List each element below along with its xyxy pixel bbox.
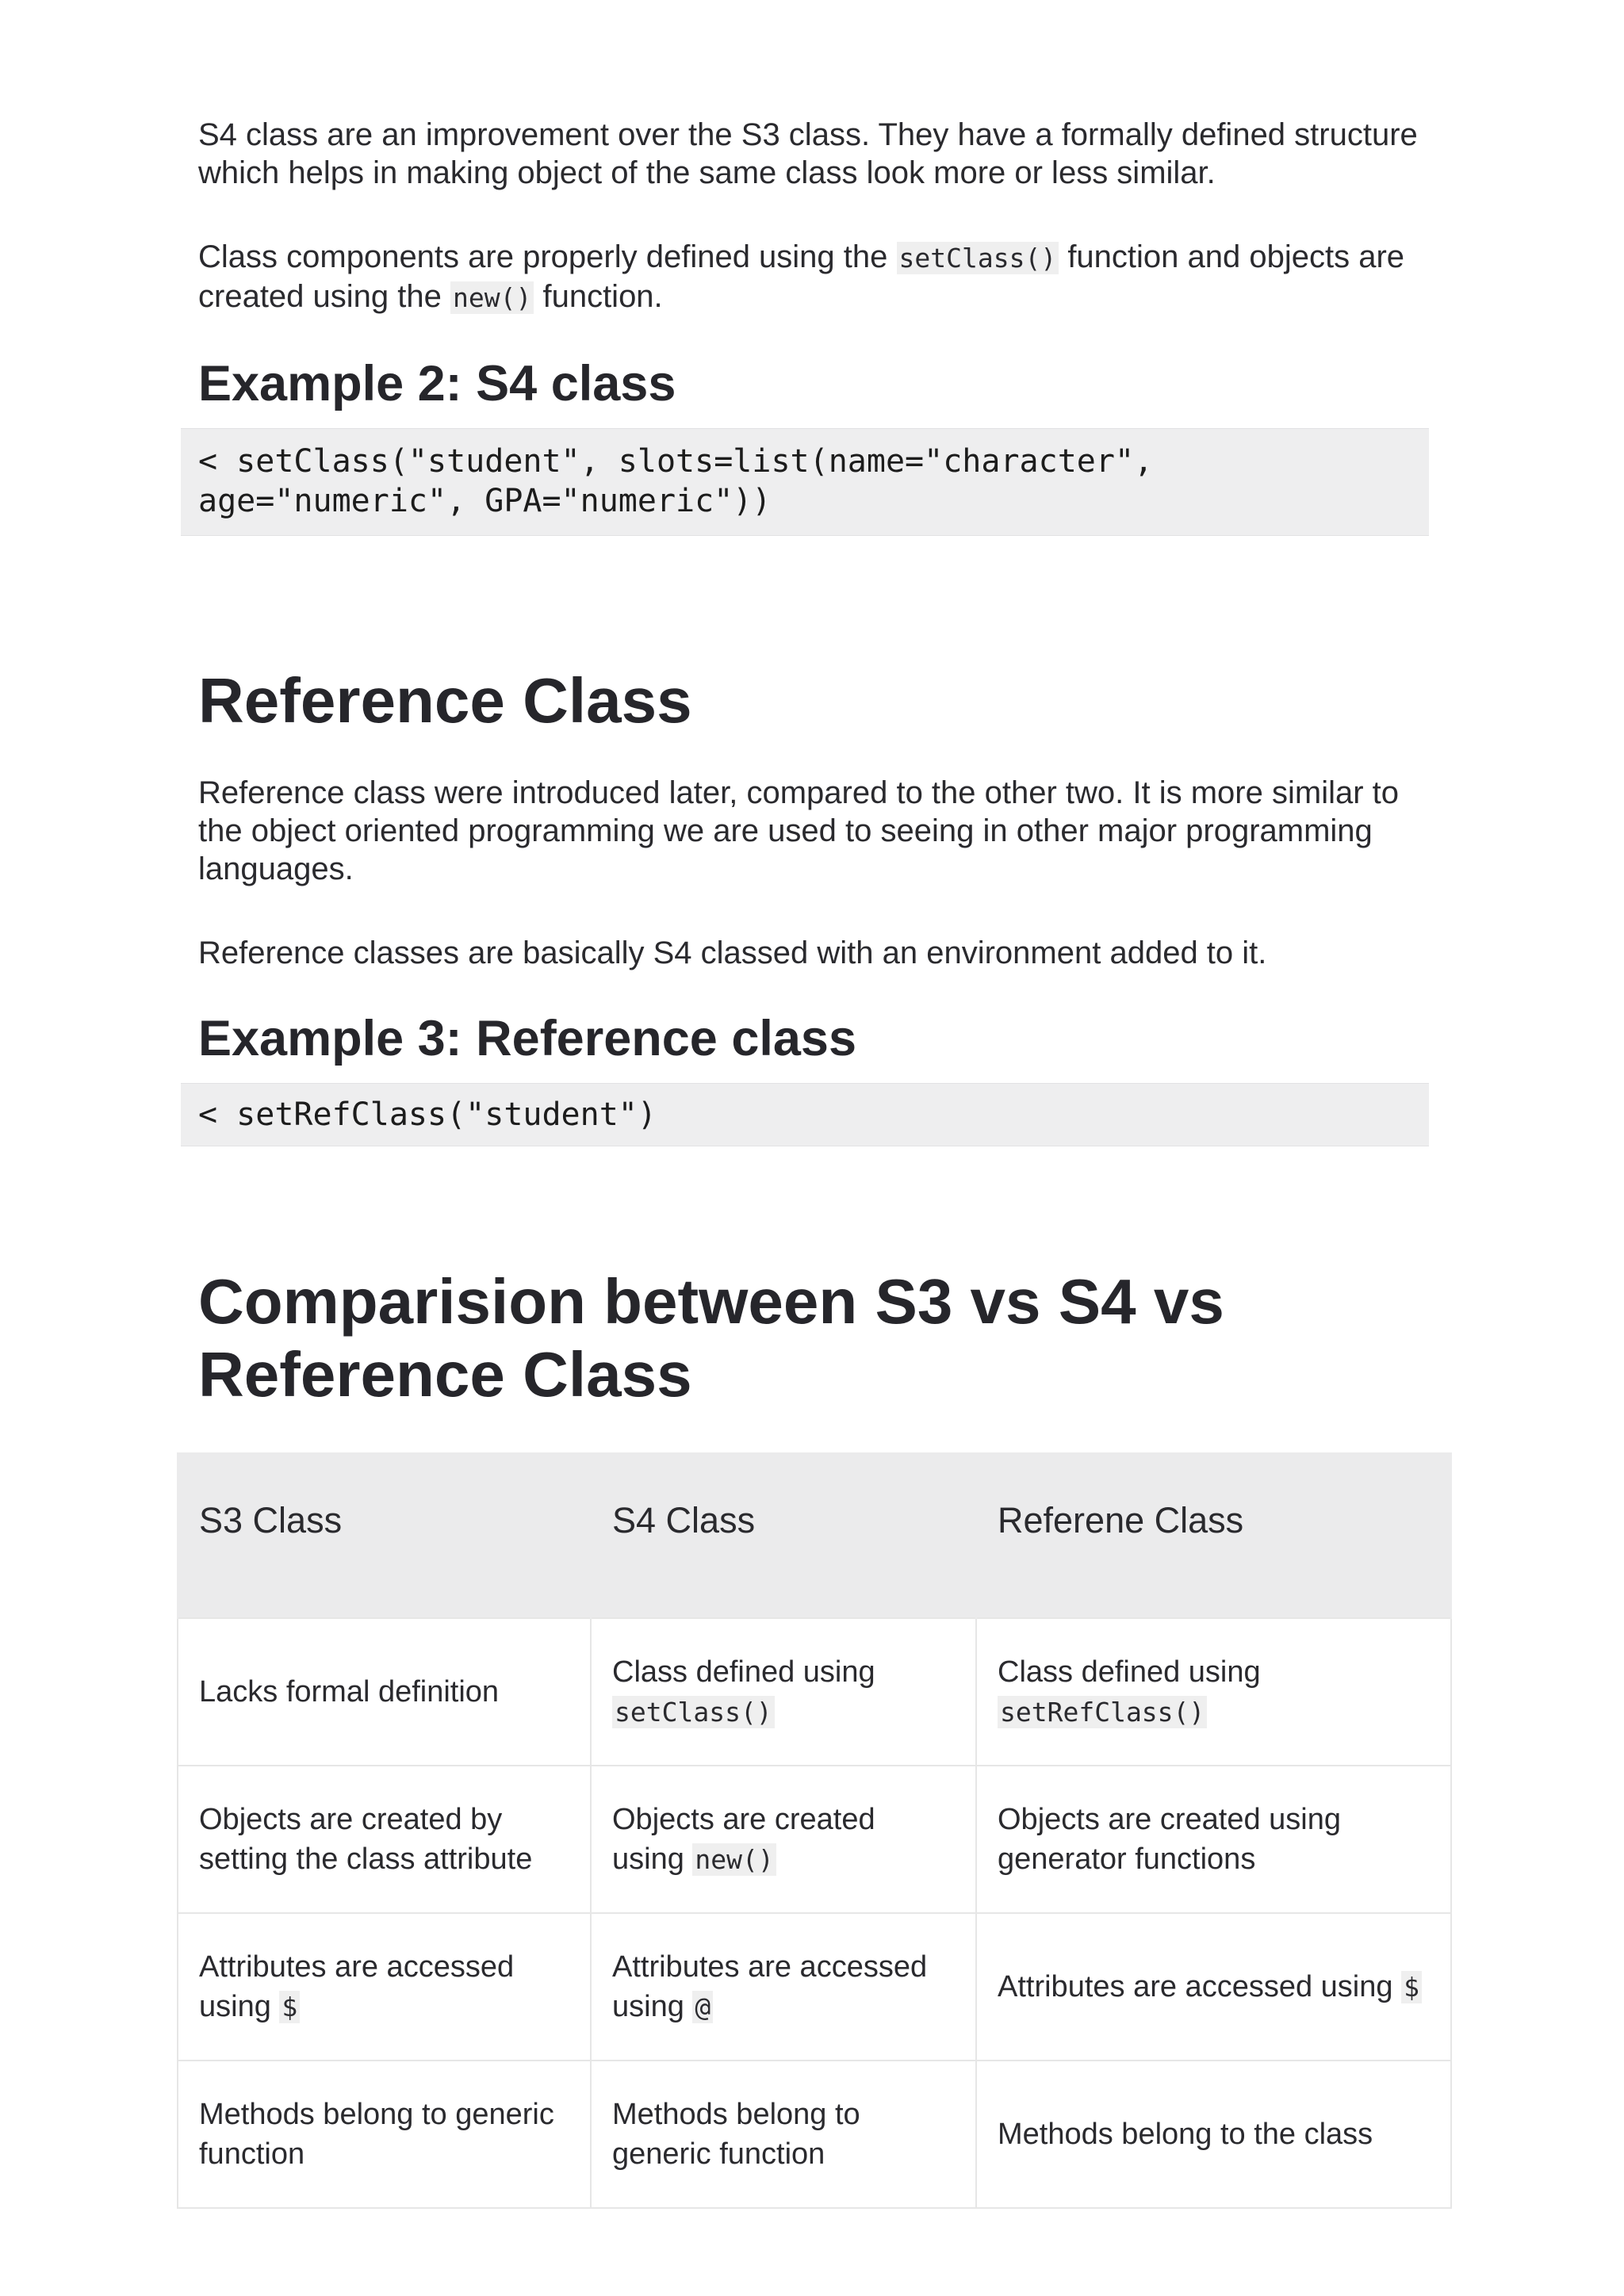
cell-s3-objects: Objects are created by setting the class attribute — [178, 1766, 591, 1913]
cell-s3-definition: Lacks formal definition — [178, 1618, 591, 1766]
cell-s4-attributes — [591, 1913, 976, 2061]
inline-code-at: @ — [692, 1991, 713, 2023]
header-s3-class: S3 Class — [178, 1452, 591, 1618]
cell-text: Attributes are accessed using — [612, 1950, 928, 2023]
cell-text: Attributes are accessed using — [199, 1950, 515, 2023]
cell-ref-objects: Objects are created using generator functions — [976, 1766, 1451, 1913]
cell-text: Class defined using — [612, 1655, 875, 1689]
table-row — [178, 1618, 1451, 1766]
comparison-heading-line2: Reference Class — [198, 1339, 692, 1410]
cell-s4-objects — [591, 1766, 976, 1913]
inline-code-setrefclass: setRefClass() — [998, 1696, 1207, 1728]
text-segment: function. — [534, 279, 663, 314]
cell-text: Class defined using — [998, 1655, 1261, 1689]
table-row — [178, 1913, 1451, 2061]
header-reference-class: Referene Class — [976, 1452, 1451, 1618]
cell-s4-methods: Methods belong to generic function — [591, 2061, 976, 2208]
inline-code-dollar: $ — [279, 1991, 300, 2023]
example-2-heading: Example 2: S4 class — [198, 356, 676, 411]
comparison-heading-line1: Comparision between S3 vs S4 vs — [198, 1266, 1224, 1337]
text-segment: function and objects are created using the — [198, 239, 1405, 314]
reference-paragraph-intro: Reference class were introduced later, compared to the other two. It is more similar to the object oriented programming we are used to seeing in other major programming languages. — [198, 775, 1400, 886]
intro-paragraph-components — [198, 238, 1451, 317]
inline-code-setclass: setClass() — [612, 1696, 775, 1728]
cell-s3-attributes — [178, 1913, 591, 2061]
intro-paragraph-s4: S4 class are an improvement over the S3 class. They have a formally defined structure which helps in making object of the same class look more or less similar. — [198, 117, 1418, 190]
table-header-row — [178, 1452, 1451, 1618]
cell-ref-attributes — [976, 1913, 1451, 2061]
text-segment: Class components are properly defined using the — [198, 239, 897, 274]
header-s4-class: S4 Class — [591, 1452, 976, 1618]
example-2-code-block: < setClass("student", slots=list(name="character", age="numeric", GPA="numeric")) — [181, 428, 1429, 536]
example-3-code-block: < setRefClass("student") — [181, 1083, 1429, 1146]
reference-paragraph-environment: Reference classes are basically S4 classed with an environment added to it. — [198, 936, 1267, 970]
comparison-heading — [198, 1265, 1451, 1411]
cell-s4-definition — [591, 1618, 976, 1766]
cell-ref-methods: Methods belong to the class — [976, 2061, 1451, 2208]
reference-class-heading: Reference Class — [198, 665, 692, 736]
inline-code-new: new() — [692, 1843, 776, 1876]
table-row — [178, 2061, 1451, 2208]
inline-code-setclass: setClass() — [897, 242, 1059, 274]
table-row — [178, 1766, 1451, 1913]
inline-code-new: new() — [450, 281, 534, 314]
cell-s3-methods: Methods belong to generic function — [178, 2061, 591, 2208]
document-page — [198, 111, 1451, 2209]
cell-ref-definition — [976, 1618, 1451, 1766]
example-3-heading: Example 3: Reference class — [198, 1011, 856, 1066]
cell-text: Objects are created using — [612, 1802, 875, 1876]
cell-text: Attributes are accessed using — [998, 1969, 1402, 2003]
comparison-table — [177, 1452, 1452, 2209]
inline-code-dollar: $ — [1401, 1971, 1422, 2003]
